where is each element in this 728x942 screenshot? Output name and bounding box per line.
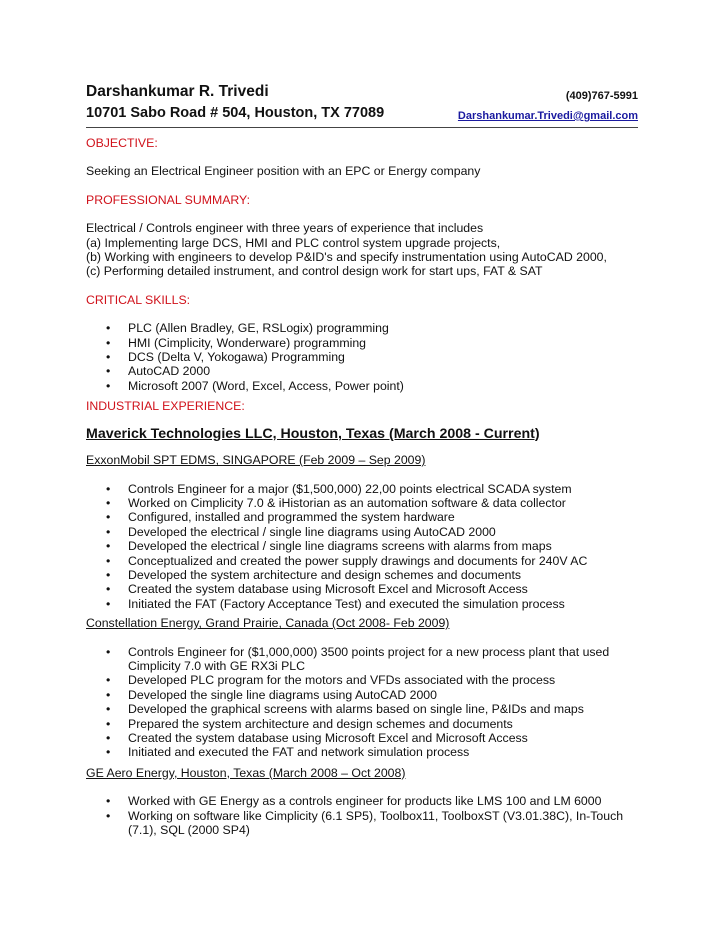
summary-line: (a) Implementing large DCS, HMI and PLC control system upgrade projects, bbox=[86, 235, 501, 250]
project-list bbox=[86, 482, 638, 612]
list-item: • PLC (Allen Bradley, GE, RSLogix) programming bbox=[86, 321, 638, 335]
skills-list bbox=[86, 321, 638, 393]
email-link[interactable]: Darshankumar.Trivedi@gmail.com bbox=[457, 110, 638, 122]
list-item: • Developed the electrical / single line diagrams using AutoCAD 2000 bbox=[86, 525, 638, 539]
list-item: • Initiated the FAT (Factory Acceptance Test) and executed the simulation process bbox=[86, 597, 638, 611]
list-item: • Worked with GE Energy as a controls engineer for products like LMS 100 and LM 6000 bbox=[86, 794, 638, 808]
phone-number: (409)767-5991 bbox=[565, 90, 638, 102]
list-item: • Developed the graphical screens with alarms based on single line, P&IDs and maps bbox=[86, 702, 638, 716]
summary-heading: PROFESSIONAL SUMMARY: bbox=[86, 192, 250, 207]
header-divider bbox=[86, 127, 638, 128]
list-item: • Created the system database using Microsoft Excel and Microsoft Access bbox=[86, 731, 638, 745]
list-item: • AutoCAD 2000 bbox=[86, 364, 638, 378]
list-item: • Controls Engineer for ($1,000,000) 3500 points project for a new process plant that used bbox=[86, 645, 638, 659]
project-list bbox=[86, 645, 638, 760]
list-item-continuation: (7.1), SQL (2000 SP4) bbox=[128, 823, 250, 838]
list-item-continuation: Cimplicity 7.0 with GE RX3i PLC bbox=[128, 658, 305, 673]
summary-line: Electrical / Controls engineer with three years of experience that includes bbox=[86, 221, 484, 236]
resume-header bbox=[86, 85, 638, 121]
summary-block bbox=[86, 221, 638, 279]
list-item: • DCS (Delta V, Yokogawa) Programming bbox=[86, 350, 638, 364]
list-item: • Conceptualized and created the power supply drawings and documents for 240V AC bbox=[86, 554, 638, 568]
project-title: ExxonMobil SPT EDMS, SINGAPORE (Feb 2009 – Sep 2009) bbox=[86, 453, 426, 468]
project-list bbox=[86, 794, 638, 837]
list-item: • HMI (Cimplicity, Wonderware) programming bbox=[86, 336, 638, 350]
experience-heading: INDUSTRIAL EXPERIENCE: bbox=[86, 399, 245, 414]
project-title: GE Aero Energy, Houston, Texas (March 2008 – Oct 2008) bbox=[86, 765, 406, 780]
list-item: • Created the system database using Microsoft Excel and Microsoft Access bbox=[86, 582, 638, 596]
skills-heading: CRITICAL SKILLS: bbox=[86, 292, 191, 307]
resume-page bbox=[86, 85, 638, 837]
project-title: Constellation Energy, Grand Prairie, Canada (Oct 2008- Feb 2009) bbox=[86, 616, 450, 631]
list-item: • Initiated and executed the FAT and network simulation process bbox=[86, 745, 638, 759]
summary-line: (c) Performing detailed instrument, and control design work for start ups, FAT & SAT bbox=[86, 264, 543, 279]
candidate-name: Darshankumar R. Trivedi bbox=[86, 83, 269, 100]
objective-heading: OBJECTIVE: bbox=[86, 136, 158, 150]
list-item: • Microsoft 2007 (Word, Excel, Access, Power point) bbox=[86, 379, 638, 393]
list-item: • Prepared the system architecture and design schemes and documents bbox=[86, 717, 638, 731]
list-item: • Developed the system architecture and design schemes and documents bbox=[86, 568, 638, 582]
list-item: • Worked on Cimplicity 7.0 & iHistorian as an automation software & data collector bbox=[86, 496, 638, 510]
company-title: Maverick Technologies LLC, Houston, Texas (March 2008 - Current) bbox=[86, 425, 540, 442]
list-item: • Developed the electrical / single line diagrams screens with alarms from maps bbox=[86, 539, 638, 553]
list-item: • Developed the single line diagrams using AutoCAD 2000 bbox=[86, 688, 638, 702]
objective-text: Seeking an Electrical Engineer position with an EPC or Energy company bbox=[86, 164, 481, 179]
address: 10701 Sabo Road # 504, Houston, TX 77089 bbox=[86, 105, 385, 121]
summary-line: (b) Working with engineers to develop P&ID's and specify instrumentation using AutoCAD 2000, bbox=[86, 250, 607, 265]
list-item: • Developed PLC program for the motors and VFDs associated with the process bbox=[86, 673, 638, 687]
list-item: • Controls Engineer for a major ($1,500,000) 22,00 points electrical SCADA system bbox=[86, 482, 638, 496]
list-item: • Configured, installed and programmed the system hardware bbox=[86, 510, 638, 524]
list-item: • Working on software like Cimplicity (6.1 SP5), Toolbox11, ToolboxST (V3.01.38C), In-Touch bbox=[86, 809, 638, 823]
